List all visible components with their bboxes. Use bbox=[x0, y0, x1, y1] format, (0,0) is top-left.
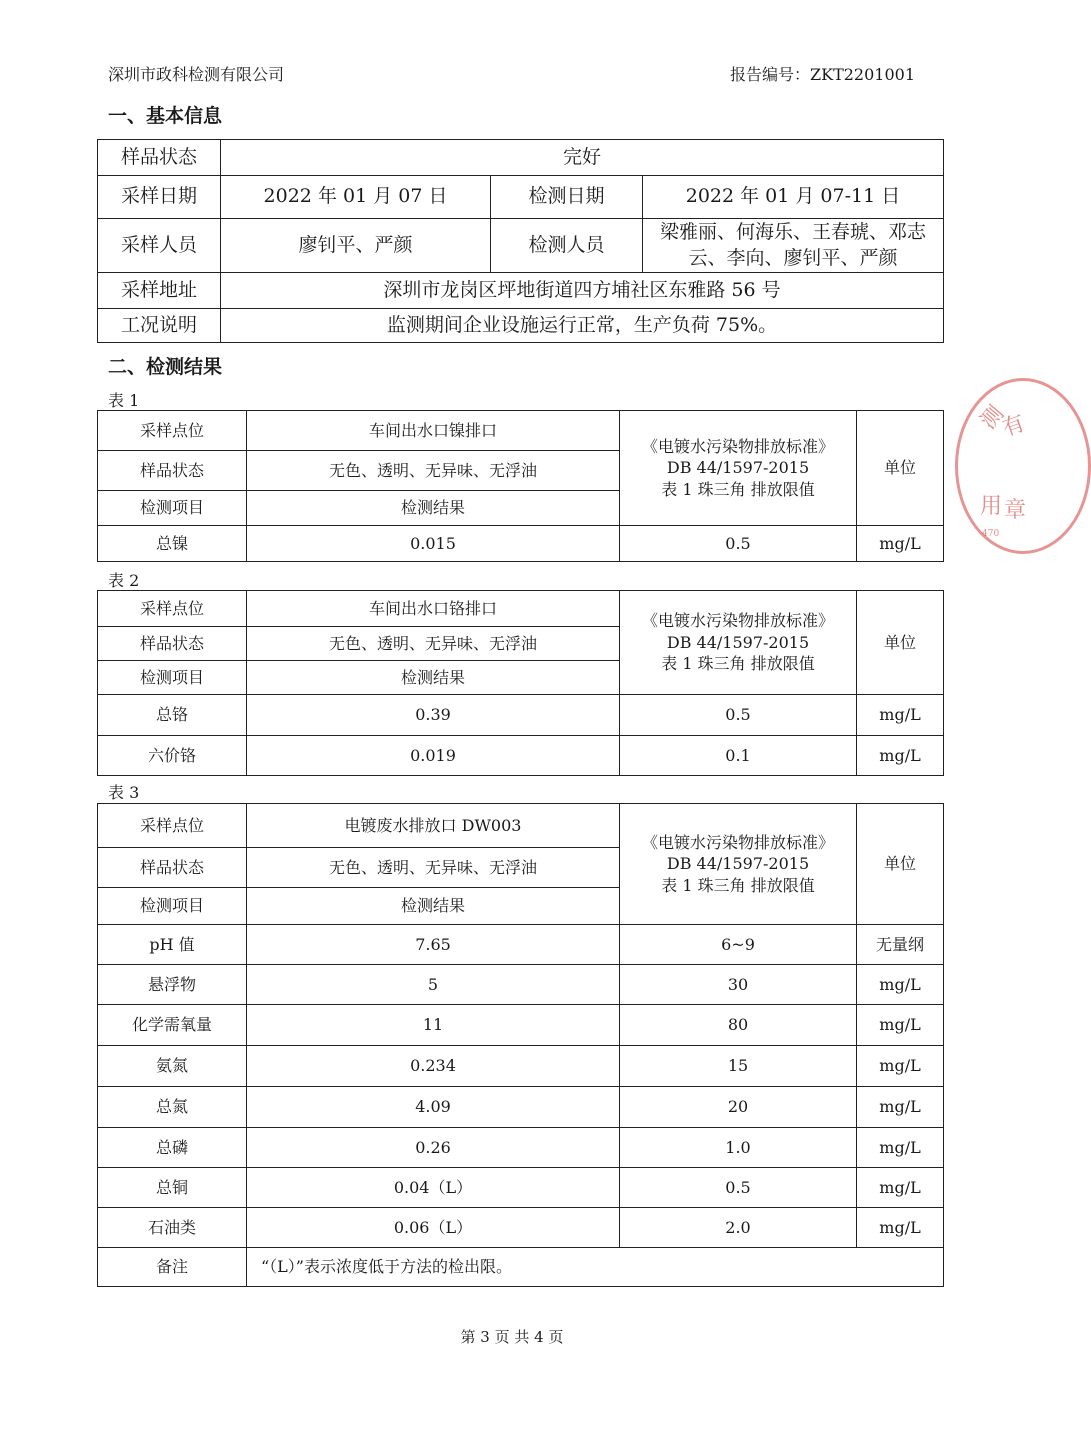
row-limit: 0.5 bbox=[620, 1168, 857, 1208]
point-value: 车间出水口镍排口 bbox=[247, 411, 620, 451]
row-item: 化学需氧量 bbox=[98, 1005, 247, 1046]
row-item: 总铬 bbox=[98, 695, 247, 736]
row-item: 氨氮 bbox=[98, 1046, 247, 1087]
table-row bbox=[98, 925, 944, 965]
seal-char: 有 bbox=[999, 410, 1029, 442]
row-item: 石油类 bbox=[98, 1208, 247, 1248]
row-limit: 80 bbox=[620, 1005, 857, 1046]
row-result: 4.09 bbox=[247, 1087, 620, 1128]
remark-row bbox=[98, 1248, 944, 1287]
label-sample-state: 样品状态 bbox=[98, 140, 221, 176]
results-table-2 bbox=[97, 590, 944, 776]
row-limit: 20 bbox=[620, 1087, 857, 1128]
point-label: 采样点位 bbox=[98, 411, 247, 451]
table-row bbox=[98, 1005, 944, 1046]
state-label: 样品状态 bbox=[98, 848, 247, 888]
row-item: 悬浮物 bbox=[98, 965, 247, 1005]
table-row bbox=[98, 736, 944, 776]
section-title-results: 二、检测结果 bbox=[108, 356, 223, 378]
table-row bbox=[98, 1046, 944, 1087]
table-row bbox=[98, 526, 944, 562]
label-sampler: 采样人员 bbox=[98, 219, 221, 273]
label-sample-date: 采样日期 bbox=[98, 176, 221, 219]
table-row bbox=[98, 1208, 944, 1248]
basic-info-table bbox=[97, 139, 944, 343]
company-seal bbox=[955, 378, 1091, 554]
label-condition: 工况说明 bbox=[98, 309, 221, 343]
row-result: 0.019 bbox=[247, 736, 620, 776]
state-value: 无色、透明、无异味、无浮油 bbox=[247, 848, 620, 888]
seal-char: 测 bbox=[975, 401, 1010, 435]
seal-number: 470 bbox=[982, 529, 1000, 539]
table3-caption: 表 3 bbox=[108, 783, 140, 802]
row-limit: 30 bbox=[620, 965, 857, 1005]
row-result: 0.39 bbox=[247, 695, 620, 736]
remark-value: “（L）”表示浓度低于方法的检出限。 bbox=[247, 1248, 944, 1287]
report-number: 报告编号：ZKT2201001 bbox=[730, 65, 916, 84]
state-label: 样品状态 bbox=[98, 451, 247, 491]
seal-char: 用 bbox=[980, 494, 1003, 519]
row-item: 总磷 bbox=[98, 1128, 247, 1168]
row-result: 0.04（L） bbox=[247, 1168, 620, 1208]
row-limit: 0.5 bbox=[620, 695, 857, 736]
standard-line-1: 《电镀水污染物排放标准》 bbox=[641, 436, 834, 456]
point-label: 采样点位 bbox=[98, 591, 247, 627]
row-result: 0.26 bbox=[247, 1128, 620, 1168]
row-result: 0.234 bbox=[247, 1046, 620, 1087]
value-test-date: 2022 年 01 月 07-11 日 bbox=[643, 176, 944, 219]
company-name: 深圳市政科检测有限公司 bbox=[108, 65, 285, 84]
row-limit: 0.5 bbox=[620, 526, 857, 562]
row-result: 7.65 bbox=[247, 925, 620, 965]
row-item: 总铜 bbox=[98, 1168, 247, 1208]
value-condition: 监测期间企业设施运行正常，生产负荷 75%。 bbox=[221, 309, 944, 343]
row-item: 总氮 bbox=[98, 1087, 247, 1128]
label-tester: 检测人员 bbox=[491, 219, 643, 273]
row-unit: mg/L bbox=[857, 965, 944, 1005]
label-test-date: 检测日期 bbox=[491, 176, 643, 219]
point-value: 电镀废水排放口 DW003 bbox=[247, 804, 620, 848]
table1-caption: 表 1 bbox=[108, 391, 140, 410]
state-value: 无色、透明、无异味、无浮油 bbox=[247, 451, 620, 491]
row-item: 六价铬 bbox=[98, 736, 247, 776]
point-value: 车间出水口铬排口 bbox=[247, 591, 620, 627]
table-row bbox=[98, 1168, 944, 1208]
row-result: 5 bbox=[247, 965, 620, 1005]
standard-line-3: 表 1 珠三角 排放限值 bbox=[661, 479, 815, 499]
row-unit: mg/L bbox=[857, 1208, 944, 1248]
result-label: 检测结果 bbox=[247, 661, 620, 695]
item-label: 检测项目 bbox=[98, 888, 247, 925]
section-title-basic-info: 一、基本信息 bbox=[108, 105, 223, 127]
result-label: 检测结果 bbox=[247, 491, 620, 526]
row-result: 11 bbox=[247, 1005, 620, 1046]
row-limit: 1.0 bbox=[620, 1128, 857, 1168]
standard-line-2: DB 44/1597-2015 bbox=[666, 854, 810, 874]
value-sampler: 廖钊平、严颜 bbox=[221, 219, 491, 273]
row-item: 总镍 bbox=[98, 526, 247, 562]
row-unit: 无量纲 bbox=[857, 925, 944, 965]
state-label: 样品状态 bbox=[98, 627, 247, 661]
row-unit: mg/L bbox=[857, 1087, 944, 1128]
value-sample-date: 2022 年 01 月 07 日 bbox=[221, 176, 491, 219]
results-table-3 bbox=[97, 803, 944, 1287]
table-row bbox=[98, 695, 944, 736]
row-unit: mg/L bbox=[857, 1046, 944, 1087]
standard-line-3: 表 1 珠三角 排放限值 bbox=[661, 875, 815, 895]
page-number: 第 3 页 共 4 页 bbox=[460, 1328, 564, 1346]
item-label: 检测项目 bbox=[98, 661, 247, 695]
row-limit: 2.0 bbox=[620, 1208, 857, 1248]
row-unit: mg/L bbox=[857, 1005, 944, 1046]
value-address: 深圳市龙岗区坪地街道四方埔社区东雅路 56 号 bbox=[221, 273, 944, 309]
standard-cell bbox=[620, 804, 857, 925]
row-unit: mg/L bbox=[857, 1168, 944, 1208]
row-item: pH 值 bbox=[98, 925, 247, 965]
row-unit: mg/L bbox=[857, 1128, 944, 1168]
standard-line-2: DB 44/1597-2015 bbox=[666, 458, 810, 478]
row-result: 0.06（L） bbox=[247, 1208, 620, 1248]
standard-cell bbox=[620, 591, 857, 695]
result-label: 检测结果 bbox=[247, 888, 620, 925]
table-row bbox=[98, 1128, 944, 1168]
results-table-1 bbox=[97, 410, 944, 562]
row-limit: 6~9 bbox=[620, 925, 857, 965]
row-unit: mg/L bbox=[857, 695, 944, 736]
row-result: 0.015 bbox=[247, 526, 620, 562]
row-limit: 15 bbox=[620, 1046, 857, 1087]
label-address: 采样地址 bbox=[98, 273, 221, 309]
standard-line-1: 《电镀水污染物排放标准》 bbox=[641, 832, 834, 852]
remark-label: 备注 bbox=[98, 1248, 247, 1287]
standard-line-3: 表 1 珠三角 排放限值 bbox=[661, 654, 815, 674]
point-label: 采样点位 bbox=[98, 804, 247, 848]
row-unit: mg/L bbox=[857, 526, 944, 562]
row-limit: 0.1 bbox=[620, 736, 857, 776]
seal-char: 章 bbox=[1004, 498, 1027, 523]
table-row bbox=[98, 1087, 944, 1128]
table-row bbox=[98, 965, 944, 1005]
state-value: 无色、透明、无异味、无浮油 bbox=[247, 627, 620, 661]
unit-header: 单位 bbox=[857, 591, 944, 695]
value-tester: 梁雅丽、何海乐、王春琥、邓志云、李向、廖钊平、严颜 bbox=[643, 219, 944, 273]
standard-line-1: 《电镀水污染物排放标准》 bbox=[641, 611, 834, 631]
item-label: 检测项目 bbox=[98, 491, 247, 526]
standard-line-2: DB 44/1597-2015 bbox=[666, 632, 810, 652]
standard-cell bbox=[620, 411, 857, 526]
unit-header: 单位 bbox=[857, 411, 944, 526]
table2-caption: 表 2 bbox=[108, 571, 140, 590]
row-unit: mg/L bbox=[857, 736, 944, 776]
value-sample-state: 完好 bbox=[221, 140, 944, 176]
unit-header: 单位 bbox=[857, 804, 944, 925]
